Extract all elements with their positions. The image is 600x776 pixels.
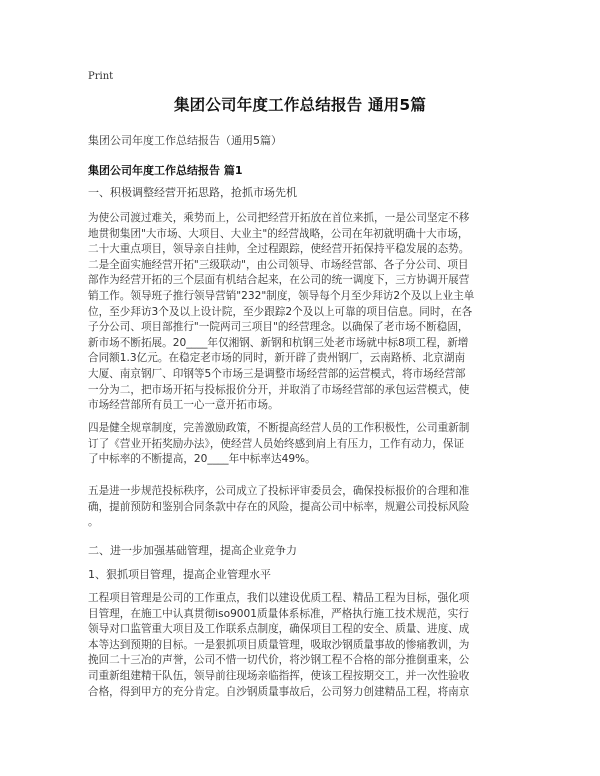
paragraph-line: 为使公司渡过难关，乘势而上，公司把经营开拓放在首位来抓，一是公司坚定不移 <box>88 212 470 224</box>
paragraph-line: 工程项目管理是公司的工作重点，我们以建设优质工程、精品工程为目标，强化项 <box>88 592 470 604</box>
paragraph-line: 部作为经营开拓的三个层面有机结合起来，在公司的统一调度下，三方协调开展营 <box>88 274 470 287</box>
paragraph-line: 订了《营业开拓奖励办法》，使经营人员始终感到肩上有压力，工作有动力，保证 <box>88 437 465 450</box>
paragraph-line: 大厦、南京钢厂、印钢等5个市场三是调整市场经营部的运营模式，将市场经营部 <box>88 367 466 380</box>
paragraph-line: 目管理，在施工中认真贯彻iso9001质量体系标准，严格执行施工技术规范，实行 <box>88 607 469 620</box>
paragraph-line: 销工作。领导班子推行领导营销"232"制度，领导每个月至少拜访2个及以上业主单 <box>88 289 475 302</box>
paragraph-line: 子分公司、项目部推行"一院两司三项目"的经营理念。以确保了老市场不断稳固， <box>88 321 469 334</box>
paragraph-3 <box>88 484 518 531</box>
paragraph-4 <box>88 591 518 700</box>
paragraph-line: 二是全面实施经营开拓"三级联动"，由公司领导、市场经营部、各子分公司、项目 <box>88 258 469 271</box>
paragraph-line: 合格，得到甲方的充分肯定。自沙钢质量事故后，公司努力创建精品工程，将南京 <box>88 685 470 698</box>
paragraph-line: 地贯彻集团"大市场、大项目、大业主"的经营战略，公司在年初就明确十大市场， <box>88 227 469 240</box>
paragraph-line: 位，至少拜访3个及以上设计院，至少跟踪2个及以上可靠的项目信息。同时，在各 <box>88 305 473 318</box>
section-heading-1: 一、积极调整经营开拓思路，抢抓市场先机 <box>88 186 297 199</box>
document-title: 集团公司年度工作总结报告 通用5篇 <box>173 96 427 114</box>
paragraph-line: 市场经营部所有员工一心一意开拓市场。 <box>88 399 279 412</box>
subsection-heading-1: 1、狠抓项目管理，提高企业管理水平 <box>88 568 271 581</box>
document-subtitle: 集团公司年度工作总结报告（通用5篇） <box>88 134 282 147</box>
paragraph-line: 。 <box>88 516 99 529</box>
paragraph-line: 本等达到预期的目标。一是狠抓项目质量管理，吸取沙钢质量事故的惨痛教训，为 <box>88 638 470 651</box>
paragraph-line: 四是健全规章制度，完善激励政策，不断提高经营人员的工作积极性，公司重新制 <box>88 422 470 434</box>
paragraph-1 <box>88 211 518 414</box>
paragraph-2 <box>88 421 518 468</box>
paragraph-line: 合同额1.3亿元。在稳定老市场的同时，新开辟了贵州钢厂，云南路桥、北京湖南 <box>88 352 466 365</box>
paragraph-line: 司重新组建精干队伍，领导前往现场亲临指挥，使该工程按期交工，并一次性验收 <box>88 669 470 682</box>
paragraph-line: 五是进一步规范投标秩序，公司成立了投标评审委员会，确保投标报价的合理和准 <box>88 485 470 497</box>
paragraph-line: 确，提前预防和鉴别合同条款中存在的风险，提高公司中标率，规避公司投标风险 <box>88 500 470 513</box>
paragraph-line: 了中标率的不断提高，20____年中标率达49%。 <box>88 453 316 466</box>
section-heading-2: 二、进一步加强基础管理，提高企业竞争力 <box>88 544 297 557</box>
article-heading: 集团公司年度工作总结报告 篇1 <box>88 164 243 177</box>
paragraph-line: 二十大重点项目，领导亲自挂帅，全过程跟踪，使经营开拓保持平稳发展的态势。 <box>88 243 470 256</box>
paragraph-line: 新市场不断拓展。20____年仅湘钢、新钢和杭钢三处老市场就中标8项工程，新增 <box>88 336 469 349</box>
print-link[interactable]: Print <box>88 71 114 82</box>
paragraph-line: 领导对口监管重大项目及工作联系点制度，确保项目工程的安全、质量、进度、成 <box>88 623 470 636</box>
paragraph-line: 挽回二十三冶的声誉，公司不惜一切代价，将沙钢工程不合格的部分推倒重来，公 <box>88 654 470 667</box>
paragraph-line: 一分为二，把市场开拓与投标报价分开，并取消了市场经营部的承包运营模式，使 <box>88 383 470 396</box>
